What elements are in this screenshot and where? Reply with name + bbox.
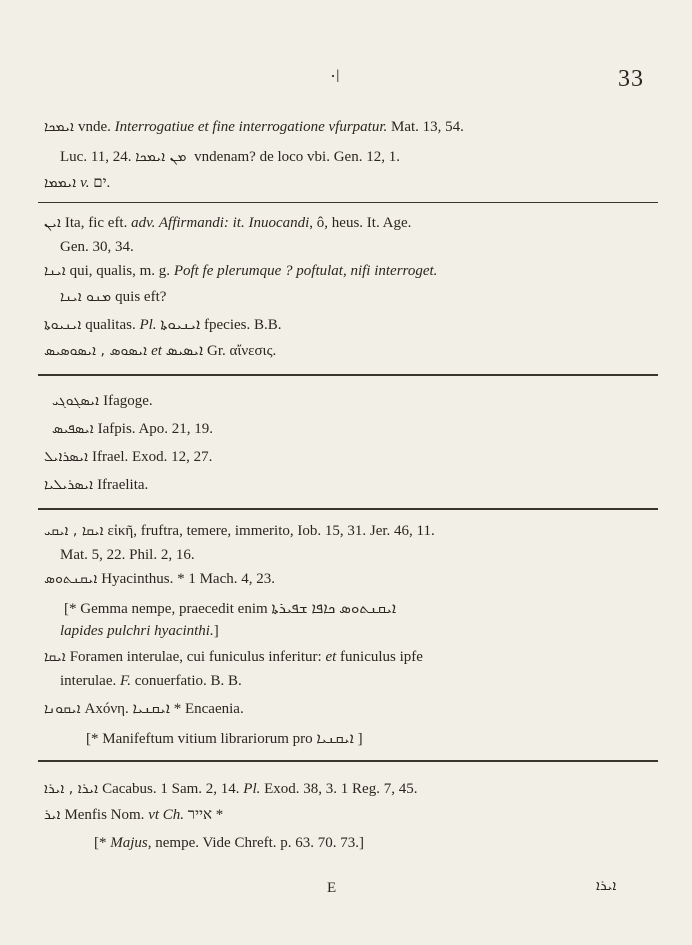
entry-line: ܐܝܩܐ , ܐܝܩܝ εἰκῆ, fruftra, temere, immerito, Iob. 15, 31. Jer. 46, 11. bbox=[44, 523, 435, 539]
syriac-headword: ܐܝܣܪܐܝܠ bbox=[44, 449, 89, 465]
syriac-headword: ܐܝܡܡܐ bbox=[44, 175, 77, 191]
signature-mark: E bbox=[327, 880, 337, 896]
syriac-headword: ܐܝܡܟܐ bbox=[44, 119, 74, 135]
footnote-line: [* Majus, nempe. Vide Chreft. p. 63. 70. 73.] bbox=[94, 835, 365, 851]
entry-line: Mat. 5, 22. Phil. 2, 16. bbox=[60, 547, 195, 563]
entry-line: ܐܝܢ Ita, fic eft. adv. Affirmandi: it. Inuocandi, ô, heus. It. Age. bbox=[44, 215, 412, 231]
entry-line: ܐܝܡܟܐ vnde. Interrogatiue et fine interrogatione vfurpatur. Mat. 13, 54. bbox=[44, 119, 464, 135]
entry-line: Luc. 11, 24. ܡܢ ܐܝܡܟܐ vndenam? de loco vbi. Gen. 12, 1. bbox=[60, 149, 400, 165]
syriac-word: ܡܢܘ ܐܝܢܐ bbox=[60, 289, 112, 305]
footnote-line: [* Manifeftum vitium librariorum pro ܐܝܩܢܝܐ ] bbox=[86, 731, 363, 747]
entry-line: ܐܝܪܐ , ܐܝܪܐ Cacabus. 1 Sam. 2, 14. Pl. Exod. 38, 3. 1 Reg. 7, 45. bbox=[44, 781, 418, 797]
syriac-headword: ܐܝܪܐ , ܐܝܪܐ bbox=[44, 781, 99, 797]
entry-line: ܐܝܩܐ Foramen interulae, cui funiculus inferitur: et funiculus ipfe bbox=[44, 649, 423, 665]
footnote-line: lapides pulchri hyacinthi.] bbox=[60, 623, 219, 639]
entry-line: ܐܝܩܘܢܐ Axóνη. ܐܝܩܢܝܐ * Encaenia. bbox=[44, 701, 244, 717]
entry-line: ܐܝܣܘܣ , ܐܝܣܘܣܝܣ et ܐܝܣܝܣ Gr. αἴνεσις. bbox=[44, 343, 277, 359]
entry-line: ܐܝܡܡܐ v. ים. bbox=[44, 175, 111, 191]
syriac-headword: ܐܝܢܝܘܬܐ bbox=[44, 317, 82, 333]
entry-line: ܐܝܩܢܬܘܣ Hyacinthus. * 1 Mach. 4, 23. bbox=[44, 571, 275, 587]
syriac-headword: ܐܝܣܪܝܠܝܐ bbox=[44, 477, 94, 493]
syriac-headword: ܐܝܣܓܘܓܝ bbox=[52, 393, 100, 409]
entry-line: ܐܝܣܓܘܓܝ Ifagoge. bbox=[52, 393, 153, 409]
entry-line: interulae. F. conuerfatio. B. B. bbox=[60, 673, 242, 689]
entry-line: ܐܝܢܝܘܬܐ qualitas. Pl. ܐܝܢܝܘܬܐ fpecies. B.B. bbox=[44, 317, 282, 333]
entry-line: ܐܝܣܪܝܠܝܐ Ifraelita. bbox=[44, 477, 149, 493]
section-divider bbox=[38, 760, 658, 762]
syriac-headword: ܐܝܪ bbox=[44, 807, 61, 823]
footnote-line: [* Gemma nempe, praecedit enim ܐܝܩܢܬܘܣ ܟܐܦܐ ܫܦܝܪܬܐ bbox=[64, 601, 397, 617]
syriac-headword: ܐܝܣܦܝܣ bbox=[52, 421, 94, 437]
syriac-headword: ܐܝܢܐ bbox=[44, 263, 66, 279]
section-divider bbox=[38, 508, 658, 510]
entry-line: ܡܢܘ ܐܝܢܐ quis eft? bbox=[60, 289, 167, 305]
entry-line: ܐܝܪ Menfis Nom. vt Ch. אייר * bbox=[44, 807, 224, 823]
syriac-headword: ܐܝܩܘܢܐ bbox=[44, 701, 81, 717]
entry-line: ܐܝܣܪܐܝܠ Ifrael. Exod. 12, 27. bbox=[44, 449, 213, 465]
syriac-headword: ܐܝܩܐ , ܐܝܩܝ bbox=[44, 523, 104, 539]
section-divider bbox=[38, 374, 658, 376]
syriac-headword: ܐܝܩܐ bbox=[44, 649, 66, 665]
entry-line: ܐܝܢܐ qui, qualis, m. g. Poft fe plerumque ? poftulat, nifi interroget. bbox=[44, 263, 438, 279]
section-divider bbox=[38, 202, 658, 203]
syriac-headword: ܐܝܩܢܬܘܣ bbox=[44, 571, 98, 587]
entry-line: ܐܝܣܦܝܣ Iafpis. Apo. 21, 19. bbox=[52, 421, 214, 437]
header-mark: ·ǀ bbox=[330, 66, 340, 86]
syriac-headword: ܐܝܢ bbox=[44, 215, 61, 231]
entry-line: Gen. 30, 34. bbox=[60, 239, 134, 255]
page-number: 33 bbox=[618, 66, 644, 92]
catchword: ܐܝܪܐ bbox=[596, 878, 617, 894]
syriac-headword: ܐܝܣܘܣ , ܐܝܣܘܣܝܣ bbox=[44, 343, 148, 359]
syriac-word: ܡܢ ܐܝܡܟܐ bbox=[135, 149, 187, 165]
